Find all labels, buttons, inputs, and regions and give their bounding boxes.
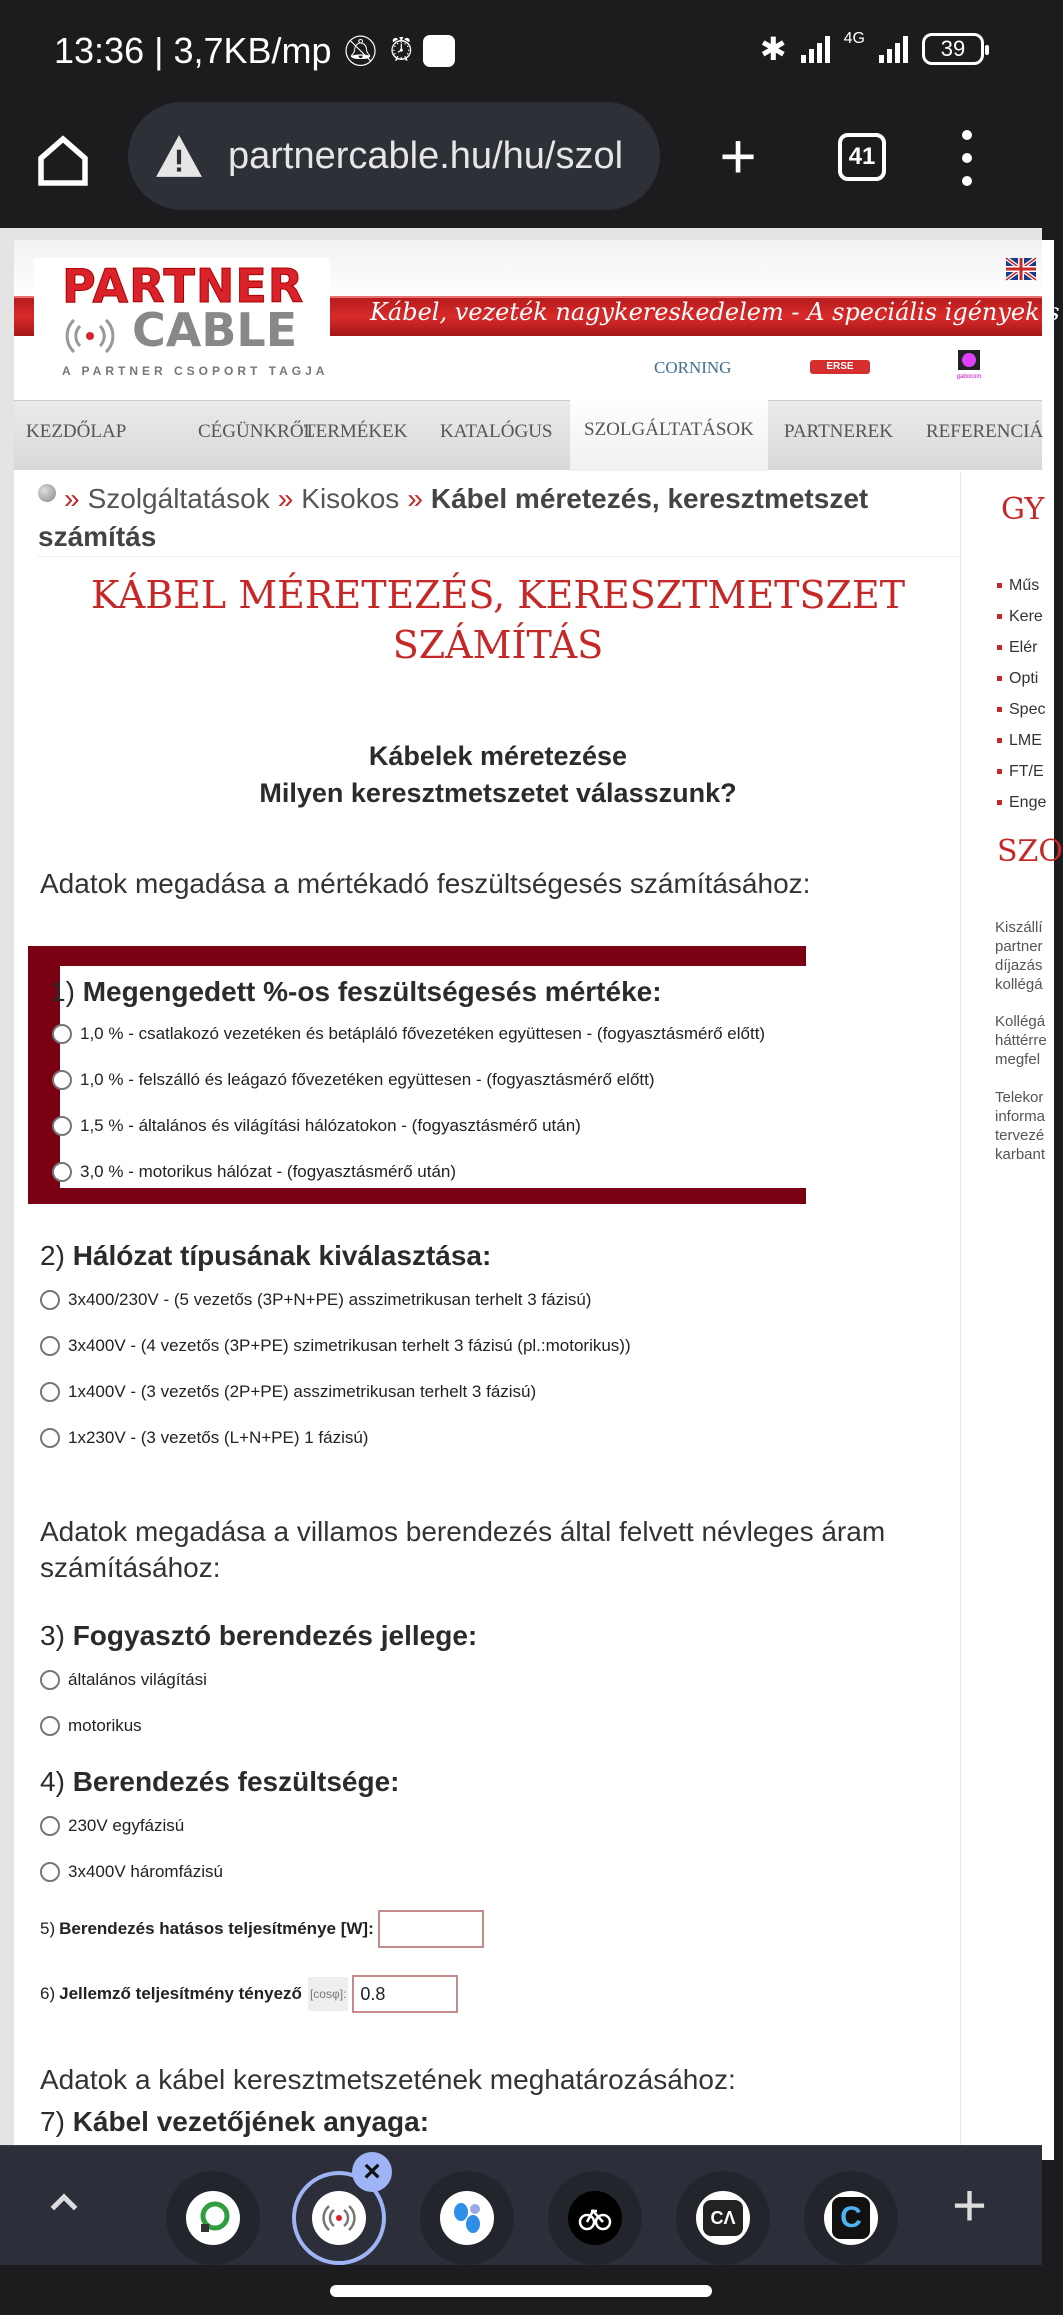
banner-text: Kábel, vezeték nagykereskedelem - A speciális igények s bbox=[370, 298, 1060, 326]
main-nav bbox=[14, 400, 1042, 470]
option-label: 3x400V háromfázisú bbox=[68, 1862, 223, 1881]
nav-termekek[interactable]: TERMÉKEK bbox=[304, 421, 408, 442]
q4-option-2[interactable] bbox=[40, 1862, 223, 1882]
radio-button[interactable] bbox=[40, 1336, 60, 1356]
option-label: 1,0 % - felszálló és leágazó fővezetéken együttesen - (fogyasztásmérő előtt) bbox=[80, 1070, 655, 1089]
option-label: motorikus bbox=[68, 1716, 142, 1735]
close-tab-icon[interactable]: × bbox=[352, 2152, 392, 2192]
nav-partnerek[interactable]: PARTNEREK bbox=[784, 421, 894, 442]
breadcrumb bbox=[38, 480, 958, 556]
logo-subtitle: A PARTNER CSOPORT TAGJA bbox=[62, 364, 329, 378]
page-title bbox=[38, 570, 958, 670]
option-label: 1,5 % - általános és világítási hálózatokon - (fogyasztásmérő után) bbox=[80, 1116, 581, 1135]
nav-szolgaltatasok[interactable]: SZOLGÁLTATÁSOK bbox=[570, 395, 768, 471]
mute-icon: 🔕︎ bbox=[341, 34, 380, 68]
signal-icon bbox=[801, 35, 830, 63]
sidebar-link[interactable]: Spec bbox=[997, 694, 1046, 725]
breadcrumb-current: Kábel méretezés, keresztmetszet számítás bbox=[38, 483, 869, 552]
url-text: partnercable.hu/hu/szol bbox=[228, 134, 624, 177]
radio-button[interactable] bbox=[40, 1382, 60, 1402]
q3-option-1[interactable] bbox=[40, 1670, 207, 1690]
subtitle-line2: Milyen keresztmetszetet válasszunk? bbox=[259, 778, 737, 808]
q3-heading bbox=[40, 1620, 477, 1652]
q3-option-2[interactable] bbox=[40, 1716, 142, 1736]
breadcrumb-separator: » bbox=[277, 483, 294, 514]
option-label: 1,0 % - csatlakozó vezetéken és betápláló fővezetéken együttesen - (fogyasztásmérő előtt) bbox=[80, 1024, 766, 1043]
network-type: 4G bbox=[843, 30, 865, 47]
q2-option-1[interactable] bbox=[40, 1290, 591, 1310]
sidebar-title-1: GY bbox=[1001, 492, 1045, 527]
q7-heading bbox=[40, 2106, 429, 2138]
tab-settings-app[interactable] bbox=[420, 2171, 514, 2265]
cosphi-colon: : bbox=[343, 1987, 347, 2001]
sidebar-link[interactable]: Kere bbox=[997, 601, 1046, 632]
q2-option-2[interactable] bbox=[40, 1336, 631, 1356]
q1-title: Megengedett %-os feszültségesés mértéke: bbox=[82, 976, 662, 1007]
intro-current-line2: számításához: bbox=[40, 1552, 221, 1583]
sidebar-list bbox=[997, 570, 1046, 818]
new-tab-button[interactable]: + bbox=[719, 120, 757, 192]
cosphi-label: [cosφ] bbox=[309, 1987, 344, 2001]
sidebar-link[interactable]: FT/E bbox=[997, 756, 1046, 787]
partnercable-icon bbox=[312, 2191, 366, 2245]
q1-option-3[interactable] bbox=[52, 1116, 581, 1136]
radio-button[interactable] bbox=[40, 1290, 60, 1310]
page-title-line1: KÁBEL MÉRETEZÉS, KERESZTMETSZET bbox=[90, 573, 906, 617]
bicycle-icon bbox=[568, 2191, 622, 2245]
q3-number: 3) bbox=[40, 1620, 65, 1651]
tab-chat-app[interactable] bbox=[166, 2171, 260, 2265]
radio-button[interactable] bbox=[40, 1816, 60, 1836]
sidebar-paragraph-3: Telekor informa tervezé karbant bbox=[995, 1089, 1046, 1163]
browser-toolbar bbox=[0, 100, 1042, 230]
english-flag-icon[interactable] bbox=[1006, 258, 1036, 280]
right-sidebar bbox=[960, 472, 1063, 2172]
q4-option-1[interactable] bbox=[40, 1816, 184, 1836]
tab-ca-app[interactable] bbox=[676, 2171, 770, 2265]
more-menu-button[interactable] bbox=[952, 130, 982, 186]
url-bar[interactable] bbox=[128, 102, 660, 210]
intro-voltage-drop: Adatok megadása a mértékadó feszültségesés számításához: bbox=[40, 868, 811, 899]
tab-count: 41 bbox=[848, 143, 876, 170]
sidebar-link[interactable]: LME bbox=[997, 725, 1046, 756]
home-button[interactable] bbox=[30, 128, 96, 194]
battery-icon bbox=[922, 33, 984, 65]
sidebar-paragraph-1: Kiszállí partner díjazás kollégá bbox=[995, 919, 1043, 993]
tab-c-app[interactable] bbox=[804, 2171, 898, 2265]
chevron-up-icon[interactable] bbox=[44, 2182, 84, 2222]
page-title-line2: SZÁMÍTÁS bbox=[392, 623, 604, 667]
radio-button[interactable] bbox=[40, 1716, 60, 1736]
tab-cycling-app[interactable] bbox=[548, 2171, 642, 2265]
q1-option-1[interactable] bbox=[52, 1024, 765, 1044]
sidebar-paragraph-2: Kollégá háttérre megfel bbox=[995, 1013, 1047, 1068]
radio-button[interactable] bbox=[52, 1116, 72, 1136]
breadcrumb-separator: » bbox=[64, 483, 80, 514]
tab-switcher-button[interactable] bbox=[838, 133, 886, 181]
sidebar-link[interactable]: Műs bbox=[997, 570, 1046, 601]
option-label: 3x400V - (4 vezetős (3P+PE) szimetrikusan terhelt 3 fázisú (pl.:motorikus)) bbox=[68, 1336, 631, 1355]
radio-button[interactable] bbox=[40, 1862, 60, 1882]
partner-logos bbox=[14, 350, 1042, 384]
notification-icon bbox=[423, 35, 455, 67]
section-subtitle bbox=[38, 738, 958, 812]
subtitle-line1: Kábelek méretezése bbox=[368, 741, 628, 771]
q1-option-4[interactable] bbox=[52, 1162, 456, 1182]
signal-icon-2 bbox=[879, 35, 908, 63]
q6-label: Jellemző teljesítmény tényező bbox=[59, 1984, 302, 2003]
q6-field bbox=[40, 1975, 458, 2013]
web-page bbox=[0, 228, 1063, 2148]
q2-number: 2) bbox=[40, 1240, 65, 1271]
q1-number: 1) bbox=[50, 976, 75, 1007]
system-nav-area bbox=[0, 2265, 1042, 2315]
q4-title: Berendezés feszültsége: bbox=[72, 1766, 400, 1797]
sidebar-link[interactable]: Opti bbox=[997, 663, 1046, 694]
q2-option-3[interactable] bbox=[40, 1382, 536, 1402]
c-app-icon: C bbox=[824, 2191, 878, 2245]
q2-option-4[interactable] bbox=[40, 1428, 368, 1448]
partner-logo-corning[interactable]: CORNING bbox=[654, 358, 732, 377]
q5-field bbox=[40, 1910, 484, 1948]
intro-cross-section: Adatok a kábel keresztmetszetének meghatározásához: bbox=[40, 2064, 736, 2095]
q4-heading bbox=[40, 1766, 399, 1798]
option-label: általános világítási bbox=[68, 1670, 207, 1689]
status-time: 13:36 | 3,7KB/mp bbox=[54, 30, 332, 71]
nav-cegunkrol[interactable]: CÉGÜNKRŐL bbox=[198, 421, 316, 442]
add-tab-button[interactable]: + bbox=[952, 2172, 988, 2239]
radio-button[interactable] bbox=[52, 1024, 72, 1044]
chat-app-icon bbox=[186, 2191, 240, 2245]
partner-logo-gabocom[interactable] bbox=[954, 350, 984, 380]
logo-text-partner: PARTNER bbox=[62, 259, 305, 313]
alarm-icon: ⏰︎ bbox=[389, 34, 414, 67]
nav-kezdolap[interactable]: KEZDŐLAP bbox=[26, 421, 127, 442]
power-factor-input[interactable] bbox=[352, 1975, 458, 2013]
q4-number: 4) bbox=[40, 1766, 65, 1797]
radio-button[interactable] bbox=[40, 1670, 60, 1690]
q5-number: 5) bbox=[40, 1919, 56, 1938]
q5-label: Berendezés hatásos teljesítménye [W]: bbox=[59, 1919, 374, 1938]
warning-icon[interactable] bbox=[154, 133, 204, 179]
intro-current-line1: Adatok megadása a villamos berendezés által felvett névleges áram bbox=[40, 1516, 886, 1547]
sidebar-link[interactable]: Elér bbox=[997, 632, 1046, 663]
radio-button[interactable] bbox=[52, 1162, 72, 1182]
home-indicator[interactable] bbox=[330, 2285, 712, 2297]
radio-button[interactable] bbox=[40, 1428, 60, 1448]
q6-number: 6) bbox=[40, 1984, 56, 2003]
tab-group-bar bbox=[0, 2145, 1042, 2265]
option-label: 1x400V - (3 vezetős (2P+PE) asszimetrikusan terhelt 3 fázisú) bbox=[68, 1382, 537, 1401]
option-label: 3x400/230V - (5 vezetős (3P+N+PE) asszimetrikusan terhelt 3 fázisú) bbox=[68, 1290, 592, 1309]
nav-referenciak[interactable]: REFERENCIÁ bbox=[926, 421, 1044, 442]
logo-text-cable: CABLE bbox=[132, 303, 298, 357]
q2-heading bbox=[40, 1240, 491, 1272]
q1-highlight-box bbox=[28, 946, 806, 1204]
svg-text:gabocom: gabocom bbox=[956, 374, 982, 380]
breadcrumb-separator: » bbox=[407, 483, 423, 514]
intro-current bbox=[40, 1514, 960, 1586]
q3-title: Fogyasztó berendezés jellege: bbox=[72, 1620, 478, 1651]
option-label: 1x230V - (3 vezetős (L+N+PE) 1 fázisú) bbox=[68, 1428, 369, 1447]
q1-heading bbox=[50, 976, 662, 1008]
radio-button[interactable] bbox=[52, 1070, 72, 1090]
battery-level: 39 bbox=[940, 36, 966, 61]
cosphi-unit bbox=[308, 1977, 348, 2011]
status-bar bbox=[0, 0, 1042, 100]
q1-option-2[interactable] bbox=[52, 1070, 655, 1090]
ca-app-icon: CΛ bbox=[696, 2191, 750, 2245]
sidebar-title-2: SZO bbox=[997, 834, 1063, 869]
home-globe-icon[interactable] bbox=[38, 484, 56, 502]
partner-logo-erse[interactable]: ERSE bbox=[810, 360, 870, 374]
fan-settings-icon bbox=[440, 2191, 494, 2245]
q7-number: 7) bbox=[40, 2106, 65, 2137]
nav-katalogus[interactable]: KATALÓGUS bbox=[440, 421, 553, 442]
power-input[interactable] bbox=[378, 1910, 484, 1948]
sidebar-link[interactable]: Enge bbox=[997, 787, 1046, 818]
breadcrumb-szolgaltatasok[interactable]: Szolgáltatások bbox=[87, 483, 270, 514]
site-header bbox=[14, 240, 1060, 390]
q2-title: Hálózat típusának kiválasztása: bbox=[72, 1240, 492, 1271]
breadcrumb-kisokos[interactable]: Kisokos bbox=[301, 483, 400, 514]
q7-title: Kábel vezetőjének anyaga: bbox=[72, 2106, 430, 2137]
divider bbox=[38, 556, 958, 557]
option-label: 230V egyfázisú bbox=[68, 1816, 185, 1835]
bluetooth-icon: ✱ bbox=[759, 31, 787, 67]
option-label: 3,0 % - motorikus hálózat - (fogyasztásmérő után) bbox=[80, 1162, 457, 1181]
